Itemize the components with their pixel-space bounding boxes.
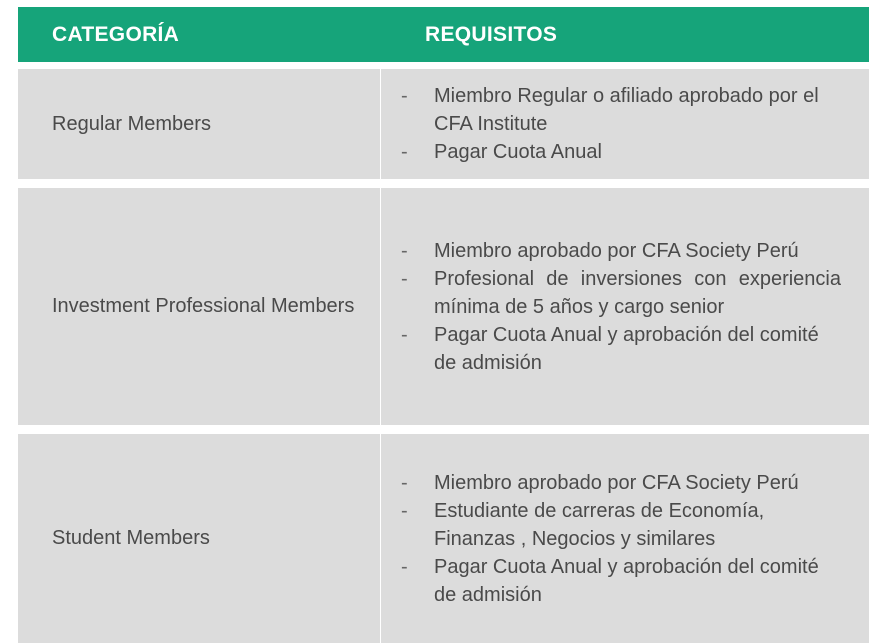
requirement-item (401, 237, 841, 265)
requirement-text: Pagar Cuota Anual (434, 141, 602, 163)
category-cell: Student Members (52, 527, 210, 549)
category-cell: Regular Members (52, 112, 211, 135)
header-requisitos: REQUISITOS (425, 22, 558, 46)
table-header (18, 7, 869, 62)
dash-bullet: - (401, 239, 408, 262)
requirements-cell (381, 434, 869, 643)
table-row-investment-professional-members (18, 188, 869, 425)
requirements-list (401, 469, 841, 609)
dash-bullet: - (401, 499, 408, 522)
dash-bullet: - (401, 267, 408, 290)
requirement-item (401, 497, 841, 553)
dash-bullet: - (401, 471, 408, 494)
dash-bullet: - (401, 323, 408, 346)
requirement-item (401, 553, 841, 609)
requirement-item (401, 265, 841, 321)
requirement-item (401, 82, 841, 138)
requirements-cell (381, 69, 869, 179)
requirements-cell (381, 188, 869, 425)
requirement-text: Estudiante de carreras de Economía, Finanzas , Negocios y similares (434, 499, 765, 550)
dash-bullet: - (401, 85, 408, 107)
requirements-list (401, 82, 841, 166)
requirement-text: Profesional de inversiones con experiencia mínima de 5 años y cargo senior (434, 267, 841, 318)
header-categoria: CATEGORÍA (52, 22, 180, 46)
requirement-text: Pagar Cuota Anual y aprobación del comité de admisión (434, 555, 819, 606)
table-row-regular-members (18, 69, 869, 179)
requirement-text: Pagar Cuota Anual y aprobación del comité de admisión (434, 323, 819, 374)
requirements-list (401, 237, 841, 377)
requirement-text: Miembro aprobado por CFA Society Perú (434, 471, 799, 494)
dash-bullet: - (401, 141, 408, 163)
requirement-item (401, 469, 841, 497)
requirement-item (401, 321, 841, 377)
requirement-text: Miembro Regular o afiliado aprobado por el CFA Institute (434, 85, 819, 135)
table-row-student-members (18, 434, 869, 643)
dash-bullet: - (401, 555, 408, 578)
requirement-text: Miembro aprobado por CFA Society Perú (434, 239, 799, 262)
requirement-item (401, 138, 841, 166)
membership-requirements-table (18, 7, 869, 643)
category-cell: Investment Professional Members (52, 295, 355, 317)
